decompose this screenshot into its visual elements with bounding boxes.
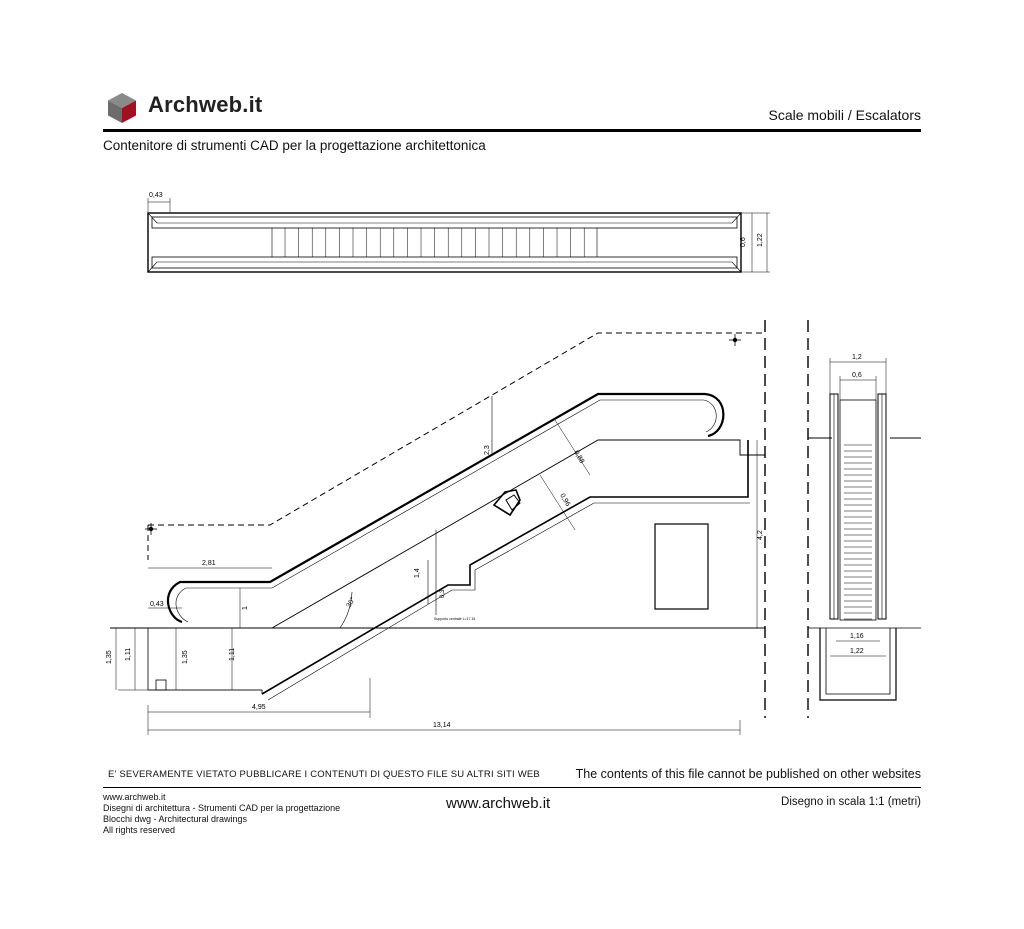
- dim-total-length: 13,14: [433, 722, 451, 729]
- dim-angle: 30°: [345, 596, 358, 609]
- dim-rise: 4,2: [757, 530, 764, 540]
- dim-section-total: 1,2: [852, 354, 862, 361]
- footer-url[interactable]: www.archweb.it: [446, 795, 551, 812]
- dim-lower-run: 4,95: [252, 704, 266, 711]
- section-title: Scale mobili / Escalators: [768, 107, 921, 123]
- dim-step-height-3: 1,35: [182, 650, 189, 664]
- dim-section-base-a: 1,16: [850, 633, 864, 640]
- footer-rights: All rights reserved: [103, 825, 176, 835]
- side-elevation: [110, 320, 808, 735]
- footer-line-3: Blocchi dwg - Architectural drawings: [103, 814, 248, 824]
- dim-step-height-2: 1,11: [125, 647, 132, 661]
- footer-site[interactable]: www.archweb.it: [103, 792, 166, 802]
- dim-width-b: 0,88: [572, 449, 586, 465]
- dim-width-a: 0,96: [558, 492, 572, 508]
- dim-plan-width: 0,43: [149, 192, 163, 199]
- dim-support-height: 1,4: [414, 568, 421, 578]
- dim-small-a: 1: [242, 606, 249, 610]
- plan-view: [148, 198, 770, 272]
- dim-plan-total: 1,22: [757, 233, 764, 247]
- subtitle: Contenitore di strumenti CAD per la progettazione architettonica: [103, 138, 486, 153]
- dim-section-base-b: 1,22: [850, 648, 864, 655]
- footer-line-2: Disegni di architettura - Strumenti CAD per la progettazione: [103, 803, 341, 813]
- dim-clearance: 2,3: [484, 445, 491, 455]
- dim-handrail-offset: 0,43: [150, 601, 164, 608]
- support-note: Supporto centrale L>17.15: [434, 617, 476, 621]
- footer-rule: [103, 787, 921, 788]
- copyright-notice-en: The contents of this file cannot be published on other websites: [575, 767, 921, 781]
- dim-landing-length: 2,81: [202, 560, 216, 567]
- dim-step-height-1: 1,35: [106, 650, 113, 664]
- dim-plan-inner: 0,6: [740, 237, 747, 247]
- dim-small-b: 0,3: [440, 589, 446, 598]
- copyright-notice-it: E' SEVERAMENTE VIETATO PUBBLICARE I CONTENUTI DI QUESTO FILE SU ALTRI SITI WEB: [108, 769, 540, 780]
- brand-name[interactable]: Archweb.it: [148, 92, 263, 117]
- cross-section: [808, 358, 921, 700]
- dim-section-inner: 0,6: [852, 372, 862, 379]
- drawing-scale: Disegno in scala 1:1 (metri): [781, 796, 921, 808]
- dim-step-height-4: 1,11: [229, 647, 236, 661]
